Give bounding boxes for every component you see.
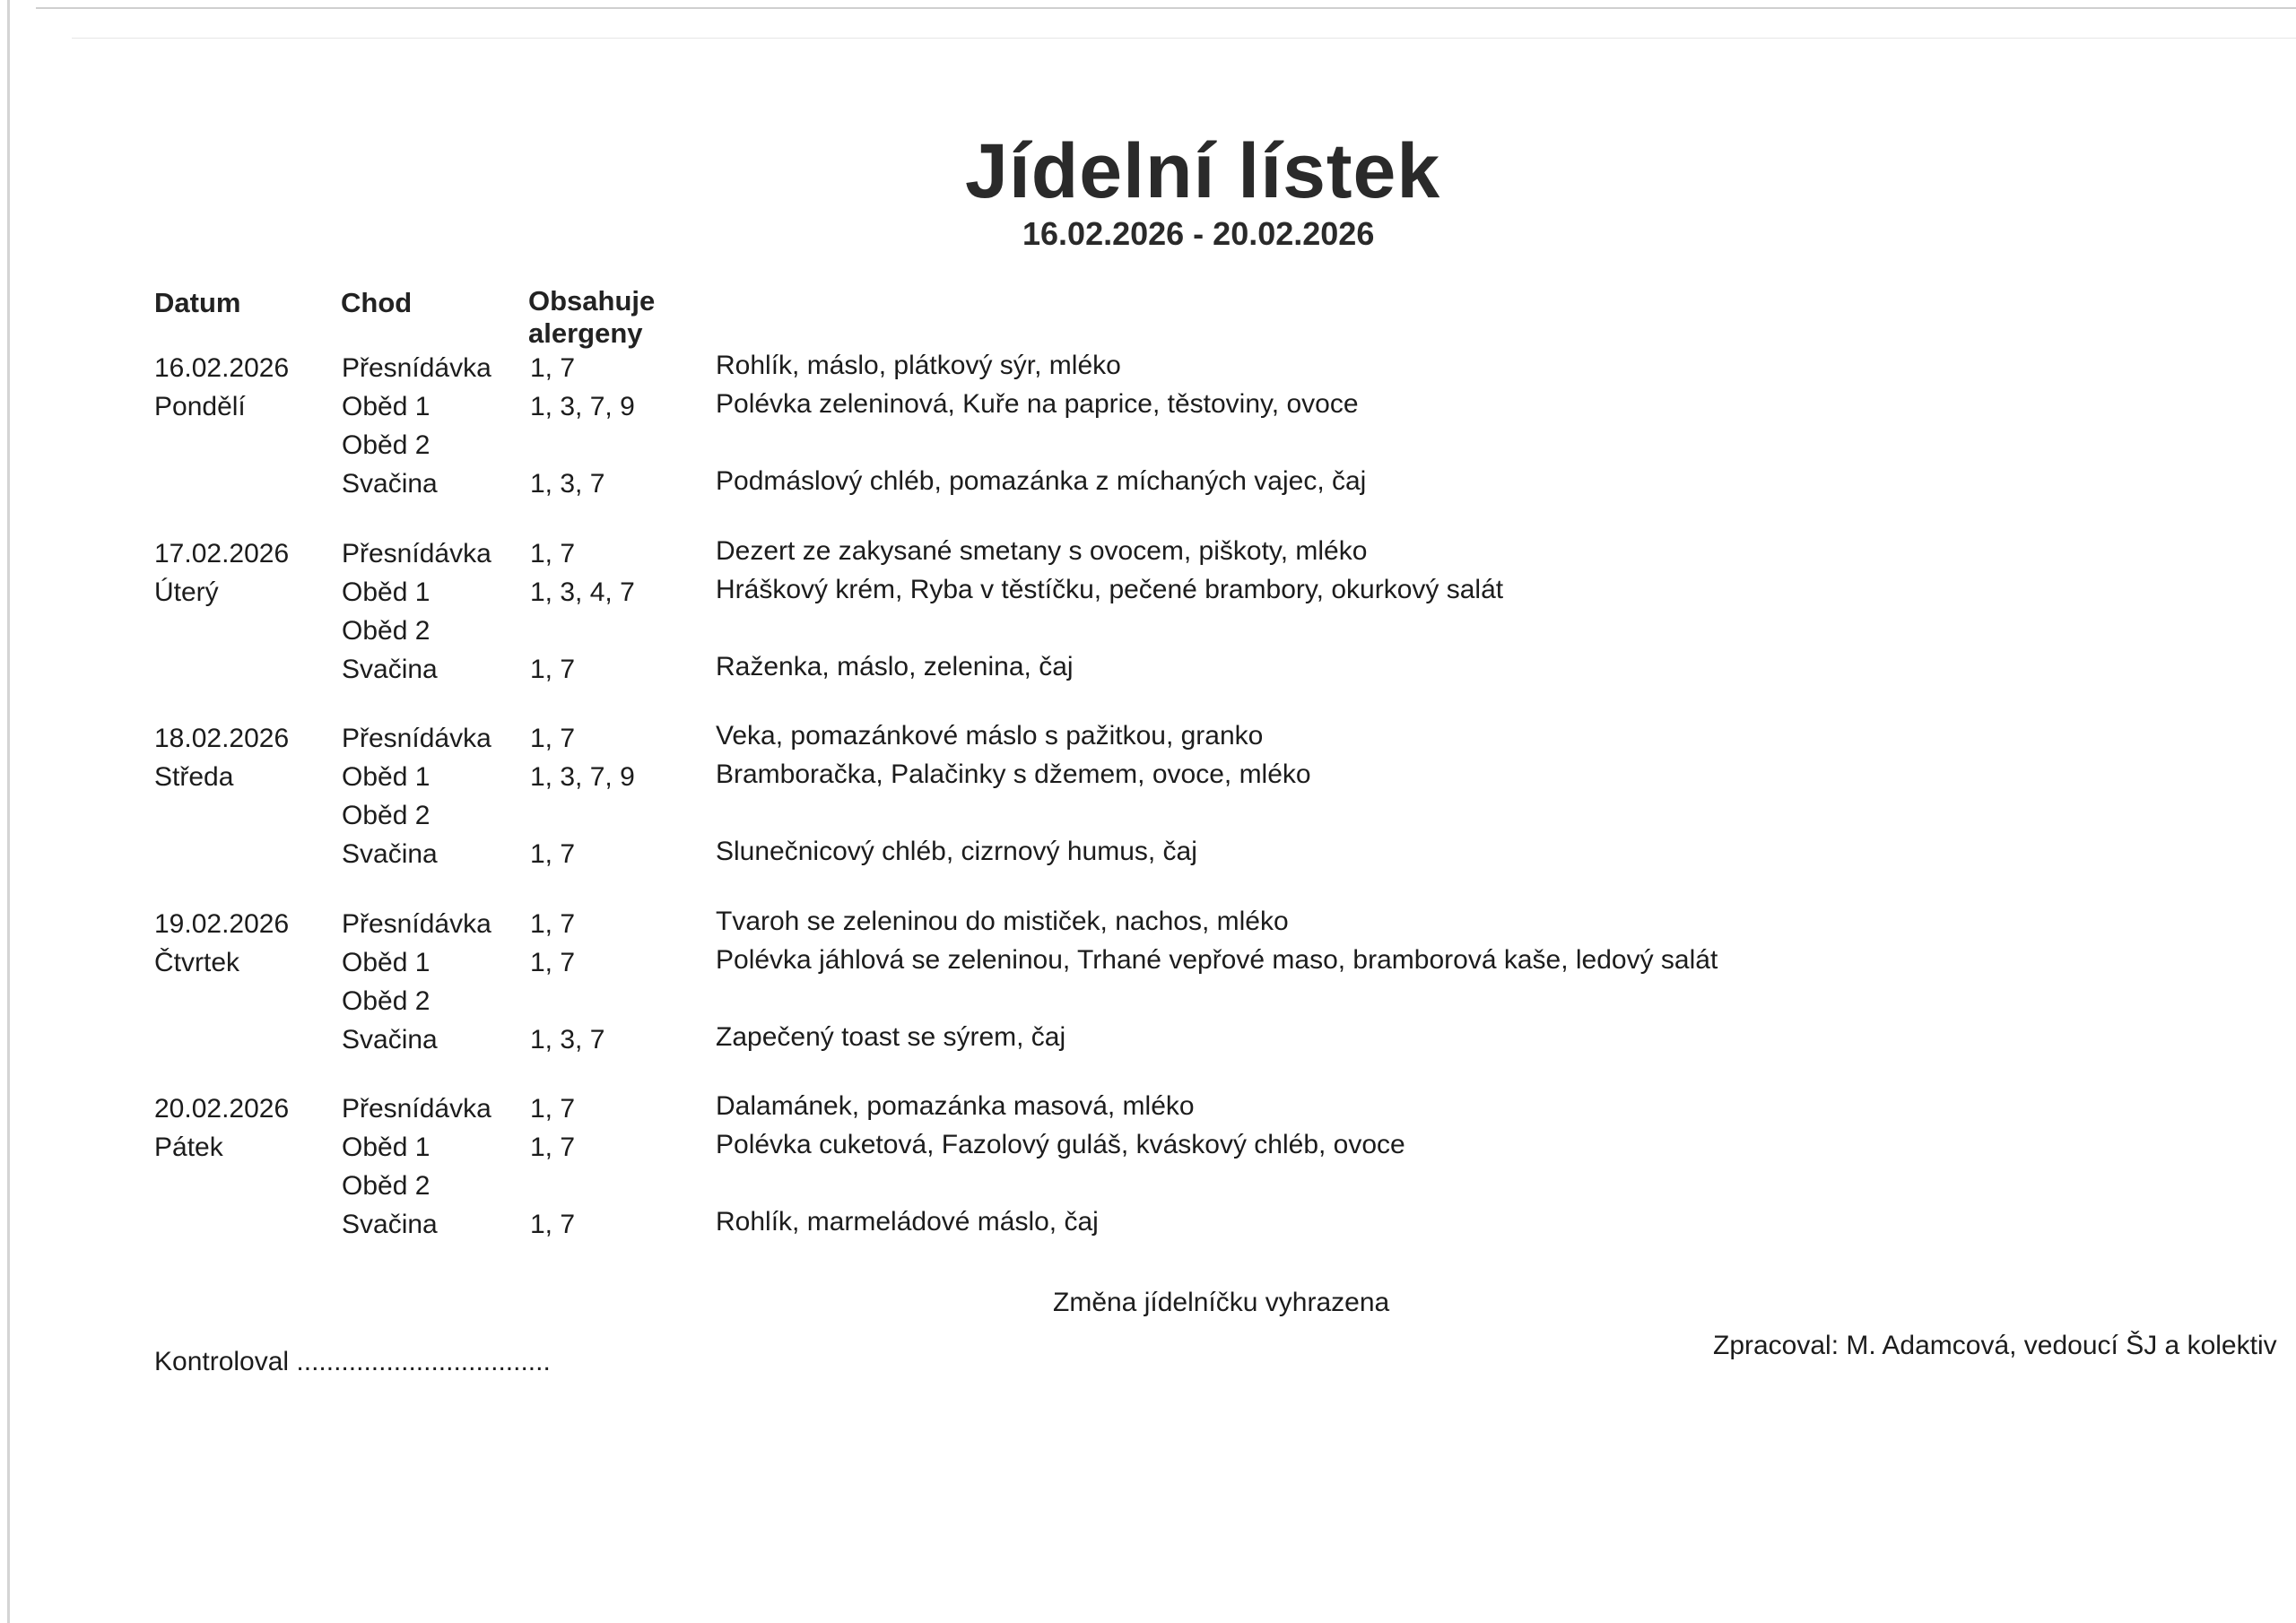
menu-item: Hráškový krém, Ryba v těstíčku, pečené brambory, okurkový salát bbox=[716, 575, 1504, 604]
day-weekday: Pondělí bbox=[154, 392, 246, 421]
course-name: Oběd 1 bbox=[342, 762, 430, 792]
course-name: Oběd 2 bbox=[342, 430, 430, 460]
menu-item: Veka, pomazánkové máslo s pažitkou, granko bbox=[716, 721, 1264, 751]
menu-item: Rohlík, máslo, plátkový sýr, mléko bbox=[716, 351, 1121, 380]
menu-item: Podmáslový chléb, pomazánka z míchaných vajec, čaj bbox=[716, 466, 1367, 496]
menu-item: Dalamánek, pomazánka masová, mléko bbox=[716, 1091, 1195, 1121]
menu-item: Polévka jáhlová se zeleninou, Trhané vepřové maso, bramborová kaše, ledový salát bbox=[716, 945, 1718, 975]
allergen-codes: 1, 3, 7, 9 bbox=[530, 762, 635, 792]
course-name: Oběd 1 bbox=[342, 577, 430, 607]
menu-item: Polévka cuketová, Fazolový guláš, kváskový chléb, ovoce bbox=[716, 1130, 1405, 1159]
course-name: Oběd 2 bbox=[342, 616, 430, 646]
day-date: 19.02.2026 bbox=[154, 909, 290, 939]
day-weekday: Čtvrtek bbox=[154, 948, 240, 977]
menu-item: Zapečený toast se sýrem, čaj bbox=[716, 1022, 1066, 1052]
course-name: Svačina bbox=[342, 1210, 438, 1239]
menu-item: Raženka, máslo, zelenina, čaj bbox=[716, 652, 1074, 681]
course-name: Oběd 2 bbox=[342, 986, 430, 1016]
menu-item: Rohlík, marmeládové máslo, čaj bbox=[716, 1207, 1099, 1237]
prepared-by-line: Zpracoval: M. Adamcová, vedoucí ŠJ a kolektiv bbox=[1713, 1331, 2277, 1360]
day-weekday: Úterý bbox=[154, 577, 219, 607]
day-date: 17.02.2026 bbox=[154, 539, 290, 568]
allergen-codes: 1, 7 bbox=[530, 539, 576, 568]
allergen-codes: 1, 7 bbox=[530, 839, 576, 869]
allergen-codes: 1, 7 bbox=[530, 1133, 576, 1162]
menu-item: Tvaroh se zeleninou do mističek, nachos, mléko bbox=[716, 907, 1289, 936]
checked-by-line: Kontroloval .................................. bbox=[154, 1347, 551, 1376]
menu-item: Slunečnicový chléb, cizrnový humus, čaj bbox=[716, 837, 1197, 866]
allergen-codes: 1, 3, 7, 9 bbox=[530, 392, 635, 421]
allergen-codes: 1, 7 bbox=[530, 909, 576, 939]
day-date: 20.02.2026 bbox=[154, 1094, 290, 1124]
course-name: Přesnídávka bbox=[342, 724, 491, 753]
course-name: Svačina bbox=[342, 1025, 438, 1055]
allergen-codes: 1, 7 bbox=[530, 1094, 576, 1124]
allergen-codes: 1, 3, 7 bbox=[530, 469, 605, 499]
course-name: Svačina bbox=[342, 469, 438, 499]
column-header-allergens: Obsahuje alergeny bbox=[528, 285, 656, 349]
allergen-codes: 1, 7 bbox=[530, 724, 576, 753]
day-weekday: Středa bbox=[154, 762, 234, 792]
allergen-codes: 1, 7 bbox=[530, 655, 576, 684]
menu-item: Dezert ze zakysané smetany s ovocem, piškoty, mléko bbox=[716, 536, 1368, 566]
course-name: Oběd 2 bbox=[342, 1171, 430, 1201]
course-name: Přesnídávka bbox=[342, 909, 491, 939]
course-name: Přesnídávka bbox=[342, 353, 491, 383]
allergen-codes: 1, 7 bbox=[530, 948, 576, 977]
menu-change-note: Změna jídelníčku vyhrazena bbox=[1053, 1288, 1390, 1317]
day-date: 16.02.2026 bbox=[154, 353, 290, 383]
scan-edge-line bbox=[72, 38, 2296, 39]
allergen-codes: 1, 7 bbox=[530, 353, 576, 383]
day-weekday: Pátek bbox=[154, 1133, 223, 1162]
course-name: Přesnídávka bbox=[342, 539, 491, 568]
course-name: Oběd 1 bbox=[342, 948, 430, 977]
menu-item: Bramboračka, Palačinky s džemem, ovoce, mléko bbox=[716, 759, 1311, 789]
course-name: Oběd 1 bbox=[342, 392, 430, 421]
column-header-date: Datum bbox=[154, 287, 241, 318]
scan-edge-top bbox=[36, 7, 2296, 9]
date-range: 16.02.2026 - 20.02.2026 bbox=[1022, 215, 1375, 252]
allergen-codes: 1, 3, 4, 7 bbox=[530, 577, 635, 607]
course-name: Svačina bbox=[342, 839, 438, 869]
column-header-course: Chod bbox=[341, 287, 413, 318]
day-date: 18.02.2026 bbox=[154, 724, 290, 753]
course-name: Přesnídávka bbox=[342, 1094, 491, 1124]
page-title: Jídelní lístek bbox=[965, 128, 1441, 214]
allergen-codes: 1, 3, 7 bbox=[530, 1025, 605, 1055]
course-name: Svačina bbox=[342, 655, 438, 684]
menu-item: Polévka zeleninová, Kuře na paprice, těstoviny, ovoce bbox=[716, 389, 1359, 419]
course-name: Oběd 1 bbox=[342, 1133, 430, 1162]
allergen-codes: 1, 7 bbox=[530, 1210, 576, 1239]
scan-edge-left bbox=[7, 0, 10, 1623]
course-name: Oběd 2 bbox=[342, 801, 430, 830]
